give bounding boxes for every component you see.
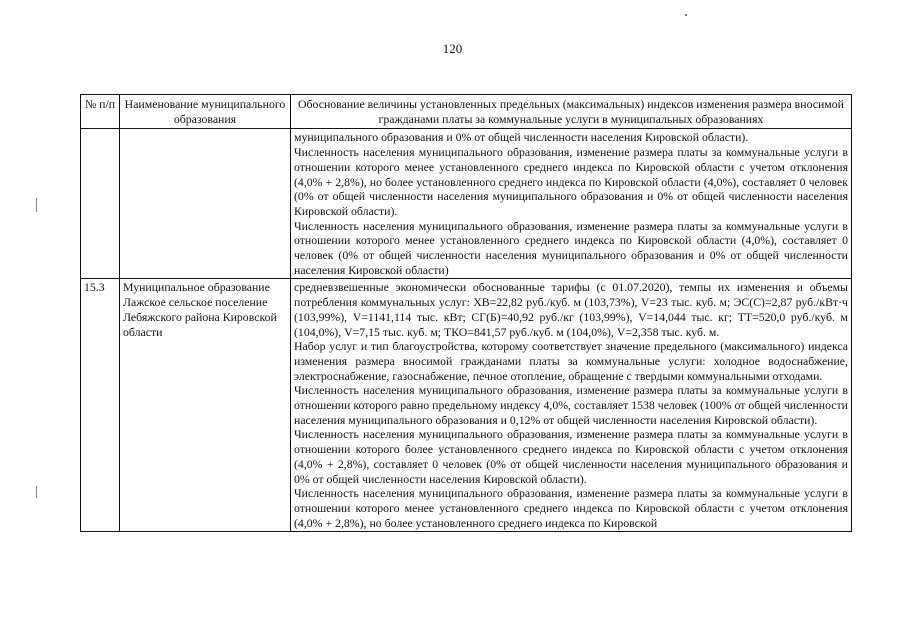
- row-justification: [291, 279, 852, 532]
- justification-paragraph: Численность населения муниципального образования, изменение размера платы за коммунальные услуги в отношении которого равно предельному индексу 4,0%, составляет 1538 человек (100% от общей численности населения муниципального образования и 0,12% от общей численности населения Кировской области).: [294, 383, 848, 427]
- row-number: 15.3: [81, 279, 120, 532]
- justification-paragraph: Численность населения муниципального образования, изменение размера платы за коммунальные услуги в отношении которого более установленного среднего индекса по Кировской области с учетом отклонения (4,0% + 2,8%), составляет 0 человек (0% от общей численности населения муниципального образования и 0% от общей численности населения Кировской области).: [294, 427, 848, 486]
- header-number: № п/п: [81, 95, 120, 129]
- justification-paragraph: средневзвешенные экономически обоснованные тарифы (с 01.07.2020), темпы их изменения и объемы потребления коммунальных услуг: ХВ=22,82 руб./куб. м (103,73%), V=23 тыс. куб. м; ЭС(С)=2,87 руб./кВт·ч (103,99%), V=1141,114 тыс. кВт; СГ(Б)=40,92 руб./кг (103,99%), V=14,044 тыс. кг; ТТ=520,0 руб./куб. м (104,0%), V=7,15 тыс. куб. м; ТКО=841,57 руб./куб. м (104,0%), V=2,358 тыс. куб. м.: [294, 280, 848, 339]
- justification-paragraph: Набор услуг и тип благоустройства, которому соответствует значение предельного (максимального) индекса изменения размера вносимой гражданами платы за коммунальные услуги: холодное водоснабжение, электроснабжение, газоснабжение, печное отопление, обращение с твердыми коммунальными отходами.: [294, 339, 848, 383]
- justification-table: [80, 94, 852, 532]
- scan-mark: [36, 198, 37, 212]
- scan-mark: [36, 486, 37, 498]
- header-justification: Обоснование величины установленных предельных (максимальных) индексов изменения размера вносимой гражданами платы за коммунальные услуги в муниципальных образованиях: [291, 95, 852, 129]
- justification-paragraph: Численность населения муниципального образования, изменение размера платы за коммунальные услуги в отношении которого менее установленного среднего индекса по Кировской области с учетом отклонения (4,0% + 2,8%), но более установленного среднего индекса по Кировской области (4,0%), составляет 0 человек (0% от общей численности населения муниципального образования и 0% от общей численности населения Кировской области).: [294, 145, 848, 218]
- page-number: 120: [442, 41, 463, 56]
- justification-paragraph: Численность населения муниципального образования, изменение размера платы за коммунальные услуги в отношении которого менее установленного среднего индекса по Кировской области с учетом отклонения (4,0% + 2,8%), но более установленного среднего индекса по Кировской: [294, 486, 848, 530]
- row-number: [81, 129, 120, 279]
- justification-paragraph: Численность населения муниципального образования, изменение размера платы за коммунальные услуги в отношении которого менее установленного среднего индекса по Кировской области (4,0%), составляет 0 человек (0% от общей численности населения муниципального образования и 0% от общей численности населения Кировской области): [294, 218, 848, 277]
- justification-paragraph: муниципального образования и 0% от общей численности населения Кировской области).: [294, 130, 749, 145]
- table-row: [81, 129, 852, 279]
- scan-dot: [685, 14, 687, 16]
- table-row: [81, 279, 852, 532]
- table-header-row: [81, 95, 852, 129]
- row-justification: [291, 129, 852, 279]
- header-municipality-name: Наименование муниципального образования: [120, 95, 291, 129]
- row-municipality-name: [120, 129, 291, 279]
- row-municipality-name: Муниципальное образование Лажское сельское поселение Лебяжского района Кировской области: [120, 279, 291, 532]
